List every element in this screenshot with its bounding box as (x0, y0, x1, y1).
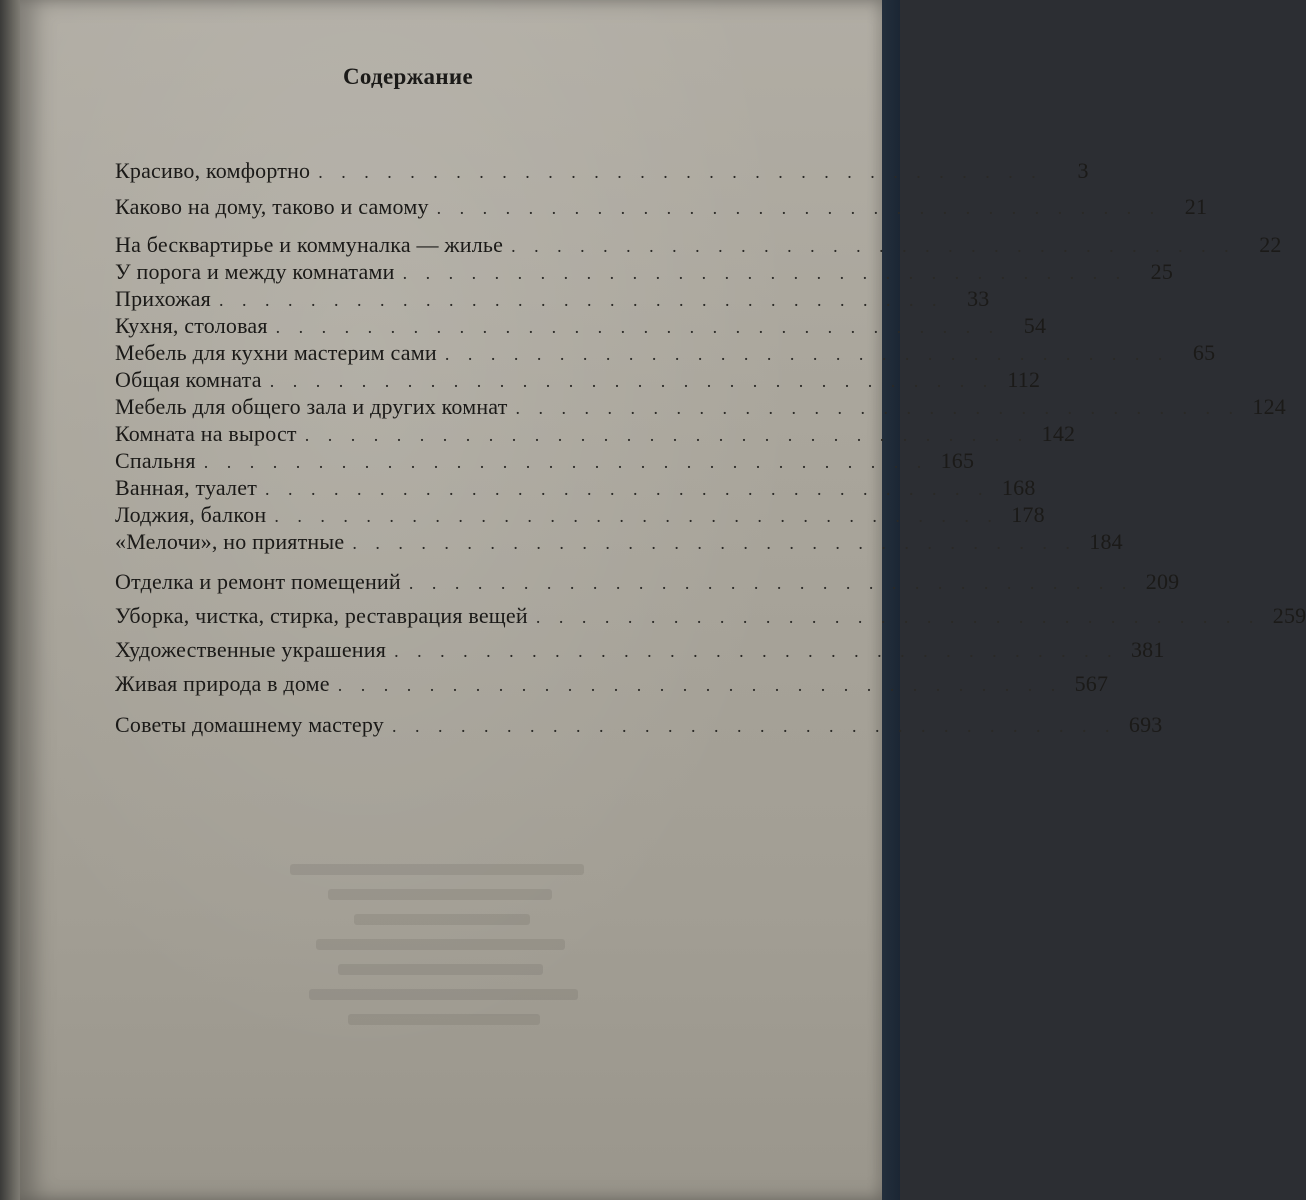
toc-entry (115, 448, 975, 475)
leader-dots: . . . . . . . . . . . . . . . . . . . . . . . . . . . . . . . . (436, 198, 1162, 218)
toc-entry-title: Художественные украшения (115, 637, 387, 662)
toc-entry (115, 637, 1165, 664)
toc-entry (115, 671, 1109, 698)
toc-entry-page: 567 (1074, 671, 1109, 696)
leader-dots: . . . . . . . . . . . . . . . . . . . . . . . . . . . . . . . . (515, 398, 1241, 418)
toc-entry-title: Каково на дому, таково и самому (115, 194, 429, 219)
toc-entry (115, 712, 1163, 739)
toc-entry (115, 569, 1180, 596)
leader-dots: . . . . . . . . . . . . . . . . . . . . . . . . . . . . . . . . (269, 371, 995, 391)
leader-dots: . . . . . . . . . . . . . . . . . . . . . . . . . . . . . . . . (511, 236, 1236, 256)
toc-entry-page: 65 (1192, 340, 1216, 365)
leader-dots: . . . . . . . . . . . . . . . . . . . . . . . . . . . . . . . . (203, 452, 929, 472)
toc-entry-page: 21 (1184, 194, 1208, 219)
leader-dots: . . . . . . . . . . . . . . . . . . . . . . . . . . . . . . . . (392, 716, 1117, 736)
toc-entry (115, 529, 1123, 556)
toc-entry-page: 112 (1007, 367, 1041, 392)
leader-dots: . . . . . . . . . . . . . . . . . . . . . . . . . . . . . . . . (444, 344, 1170, 364)
toc-entry-title: Живая природа в доме (115, 671, 330, 696)
toc-entry-page: 3 (1077, 158, 1089, 183)
toc-entry (115, 502, 1045, 529)
leader-dots: . . . . . . . . . . . . . . . . . . . . . . . . . . . . . . . . (402, 263, 1128, 283)
toc-entry-title: Ванная, туалет (115, 475, 258, 500)
leader-dots: . . . . . . . . . . . . . . . . . . . . . . . . . . . . . . . . (275, 317, 1001, 337)
toc-entry (115, 313, 1047, 340)
toc-entry-page: 209 (1145, 569, 1180, 594)
toc-entry-page: 693 (1128, 712, 1163, 737)
toc-entry-page: 184 (1089, 529, 1123, 554)
toc-entry-title: Уборка, чистка, стирка, реставрация вещей (115, 603, 528, 628)
toc-entry-title: Советы домашнему мастеру (115, 712, 384, 737)
leader-dots: . . . . . . . . . . . . . . . . . . . . . . . . . . . . . . . . (535, 607, 1261, 627)
toc-entry-title: Красиво, комфортно (115, 158, 311, 183)
toc-entry-title: Прихожая (115, 286, 211, 311)
toc-entry-page: 178 (1011, 502, 1045, 527)
toc-entry-title: Отделка и ремонт помещений (115, 569, 401, 594)
toc-entry (115, 421, 1076, 448)
toc-entry (115, 259, 1174, 286)
toc-entry (115, 194, 1208, 221)
toc-entry-page: 33 (967, 286, 990, 311)
toc-entry-page: 124 (1252, 394, 1287, 419)
toc-entry-title: Мебель для кухни мастерим сами (115, 340, 437, 365)
toc-entry-title: На бесквартирье и коммуналка — жилье (115, 232, 504, 257)
leader-dots: . . . . . . . . . . . . . . . . . . . . . . . . . . . . . . . . (394, 641, 1119, 661)
bleed-through-text (290, 850, 610, 1110)
toc-entry (115, 232, 1282, 259)
toc-entry-page: 54 (1023, 313, 1047, 338)
toc-entry (115, 603, 1306, 630)
toc-entry-title: Лоджия, балкон (115, 502, 267, 527)
toc-entry-title: «Мелочи», но приятные (115, 529, 345, 554)
toc-entry (115, 475, 1036, 502)
toc-entry-title: Мебель для общего зала и других комнат (115, 394, 508, 419)
toc-entry-page: 381 (1130, 637, 1165, 662)
toc-entry (115, 340, 1216, 367)
toc-entry-page: 25 (1150, 259, 1174, 284)
leader-dots: . . . . . . . . . . . . . . . . . . . . . . . . . . . . . . . . (318, 162, 1043, 182)
toc-entry-page: 168 (1001, 475, 1036, 500)
toc-entry (115, 286, 990, 313)
toc-entry-title: Спальня (115, 448, 196, 473)
leader-dots: . . . . . . . . . . . . . . . . . . . . . . . . . . . . . . . . (265, 479, 990, 499)
toc-entry-title: Комната на вырост (115, 421, 297, 446)
toc-entry (115, 158, 1089, 185)
toc-entry-title: Общая комната (115, 367, 262, 392)
leader-dots: . . . . . . . . . . . . . . . . . . . . . . . . . . . . . . . . (337, 675, 1063, 695)
leader-dots: . . . . . . . . . . . . . . . . . . . . . . . . . . . . . . . . (408, 573, 1134, 593)
leader-dots: . . . . . . . . . . . . . . . . . . . . . . . . . . . . . . . . (352, 533, 1077, 553)
toc-entry (115, 394, 1287, 421)
toc-entry-page: 142 (1041, 421, 1076, 446)
toc-entry-page: 22 (1259, 232, 1282, 257)
toc-entry-title: У порога и между комнатами (115, 259, 395, 284)
leader-dots: . . . . . . . . . . . . . . . . . . . . . . . . . . . . . . . . (304, 425, 1030, 445)
toc-entry (115, 367, 1041, 394)
toc-entry-title: Кухня, столовая (115, 313, 268, 338)
contents-heading: Содержание (343, 64, 473, 89)
book-page (20, 0, 1306, 1200)
toc-entry-page: 165 (940, 448, 975, 473)
toc-entry-page: 259 (1272, 603, 1306, 628)
leader-dots: . . . . . . . . . . . . . . . . . . . . . . . . . . . . . . . . (218, 290, 944, 310)
leader-dots: . . . . . . . . . . . . . . . . . . . . . . . . . . . . . . . . (274, 506, 999, 526)
